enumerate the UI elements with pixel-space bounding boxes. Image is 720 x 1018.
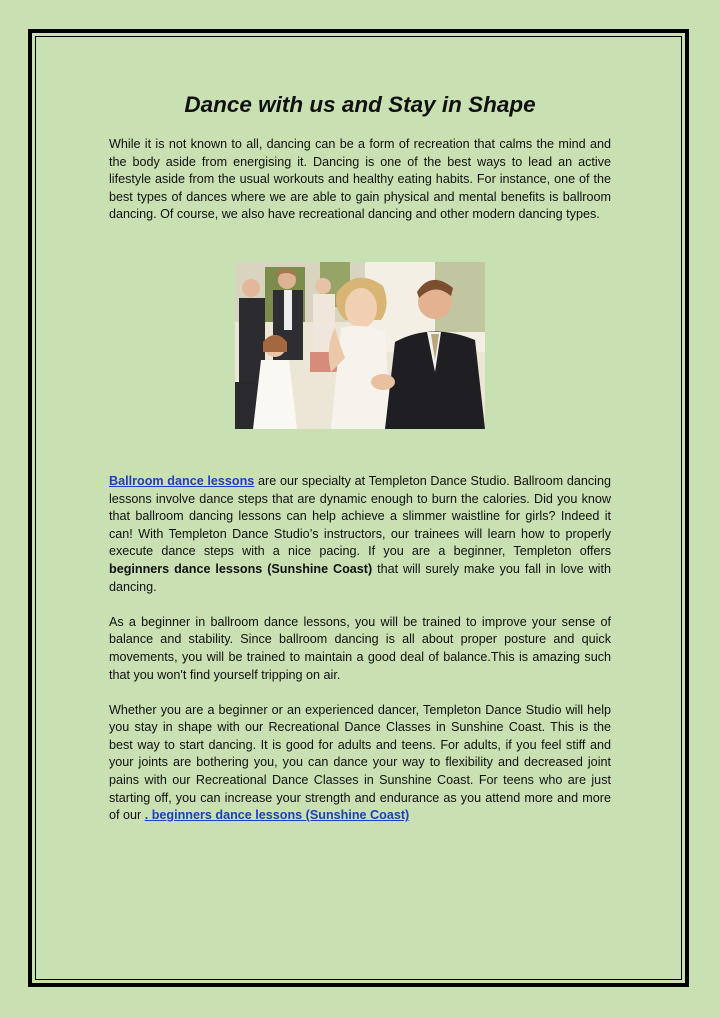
balance-paragraph: As a beginner in ballroom dance lessons, you will be trained to improve your sense of balance and stability. Since ballroom dancing is all about proper posture and quick movements, you will be trained to maintain a good deal of balance.This is amazing such that you won't find yourself tripping on air. xyxy=(109,614,611,682)
ballroom-dance-lessons-link[interactable]: Ballroom dance lessons xyxy=(109,473,255,488)
beginners-dance-lessons-link[interactable]: . beginners dance lessons (Sunshine Coast) xyxy=(144,808,410,823)
ballroom-text-b: that will surely make you fall in love with dancing. xyxy=(109,561,611,594)
recreational-paragraph xyxy=(109,702,611,825)
wedding-dance-photo xyxy=(235,262,485,429)
page-title: Dance with us and Stay in Shape xyxy=(184,92,536,117)
ballroom-paragraph xyxy=(109,473,611,596)
recreational-text: Whether you are a beginner or an experienced dancer, Templeton Dance Studio will help you stay in shape with our Recreational Dance Classes in Sunshine Coast. This is the best way to start dancing. It is good for adults and teens. For adults, if you feel stiff and your joints are bothering you, you can dance your way to flexibility and decreased joint pains with our Recreational Dance Classes in Sunshine Coast. For teens who are just starting off, you can increase your strength and endurance as you attend more and more of our xyxy=(109,702,611,823)
beginners-lessons-bold: beginners dance lessons (Sunshine Coast) xyxy=(109,561,373,576)
ballroom-text-a: are our specialty at Templeton Dance Studio. Ballroom dancing lessons involve dance steps that are dynamic enough to burn the calories. Did you know that ballroom dancing lessons can help achieve a slimmer waistline for girls? Indeed it can! With Templeton Dance Studio’s instructors, our trainees will learn how to properly execute dance steps with a nice pacing. If you are a beginner, Templeton offers xyxy=(109,473,611,559)
intro-paragraph: While it is not known to all, dancing can be a form of recreation that calms the mind and the body aside from energising it. Dancing is one of the best ways to lead an active lifestyle aside from the usual workouts and healthy eating habits. For instance, one of the best types of dances where we are able to gain physical and mental benefits is ballroom dancing. Of course, we also have recreational dancing and other modern dancing types. xyxy=(109,137,611,222)
document-body xyxy=(109,90,611,825)
